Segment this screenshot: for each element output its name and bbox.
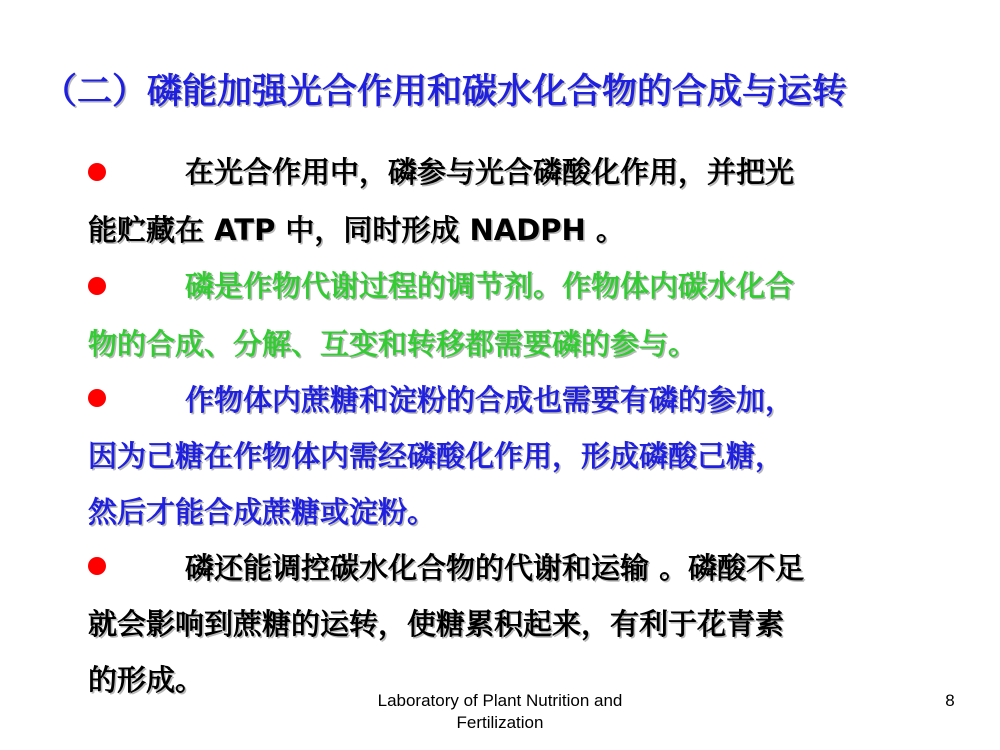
bullet-dot-4 <box>88 557 106 575</box>
bullet-3-line-3: 然后才能合成蔗糖或淀粉。 <box>88 495 437 529</box>
bullet-dot-2 <box>88 277 106 295</box>
bullet-4-line-2: 就会影响到蔗糖的运转，使糖累积起来，有利于花青素 <box>88 607 785 641</box>
footer <box>345 690 655 734</box>
bullet-4-line-1: 磷还能调控碳水化合物的代谢和运输 。磷酸不足 <box>185 551 805 585</box>
bullet-2-line-2: 物的合成、分解、互变和转移都需要磷的参与。 <box>88 327 698 361</box>
bullet-3-line-1: 作物体内蔗糖和淀粉的合成也需要有磷的参加， <box>185 383 795 417</box>
bullet-3-line-2: 因为己糖在作物体内需经磷酸化作用，形成磷酸己糖， <box>88 439 785 473</box>
bullet-2-line-1: 磷是作物代谢过程的调节剂。作物体内碳水化合 <box>185 269 795 303</box>
bullet-1-line-2: 能贮藏在 ATP 中，同时形成 NADPH 。 <box>88 213 625 247</box>
slide-title: （二）磷能加强光合作用和碳水化合物的合成与运转 <box>42 72 848 112</box>
bullet-4-line-3: 的形成。 <box>88 663 205 697</box>
page-number: 8 <box>945 691 955 710</box>
footer-line-2: Fertilization <box>456 713 544 732</box>
footer-line-1: Laboratory of Plant Nutrition and <box>377 691 623 710</box>
bullet-dot-1 <box>88 163 106 181</box>
bullet-1-line-1: 在光合作用中，磷参与光合磷酸化作用，并把光 <box>185 155 795 189</box>
bullet-dot-3 <box>88 389 106 407</box>
